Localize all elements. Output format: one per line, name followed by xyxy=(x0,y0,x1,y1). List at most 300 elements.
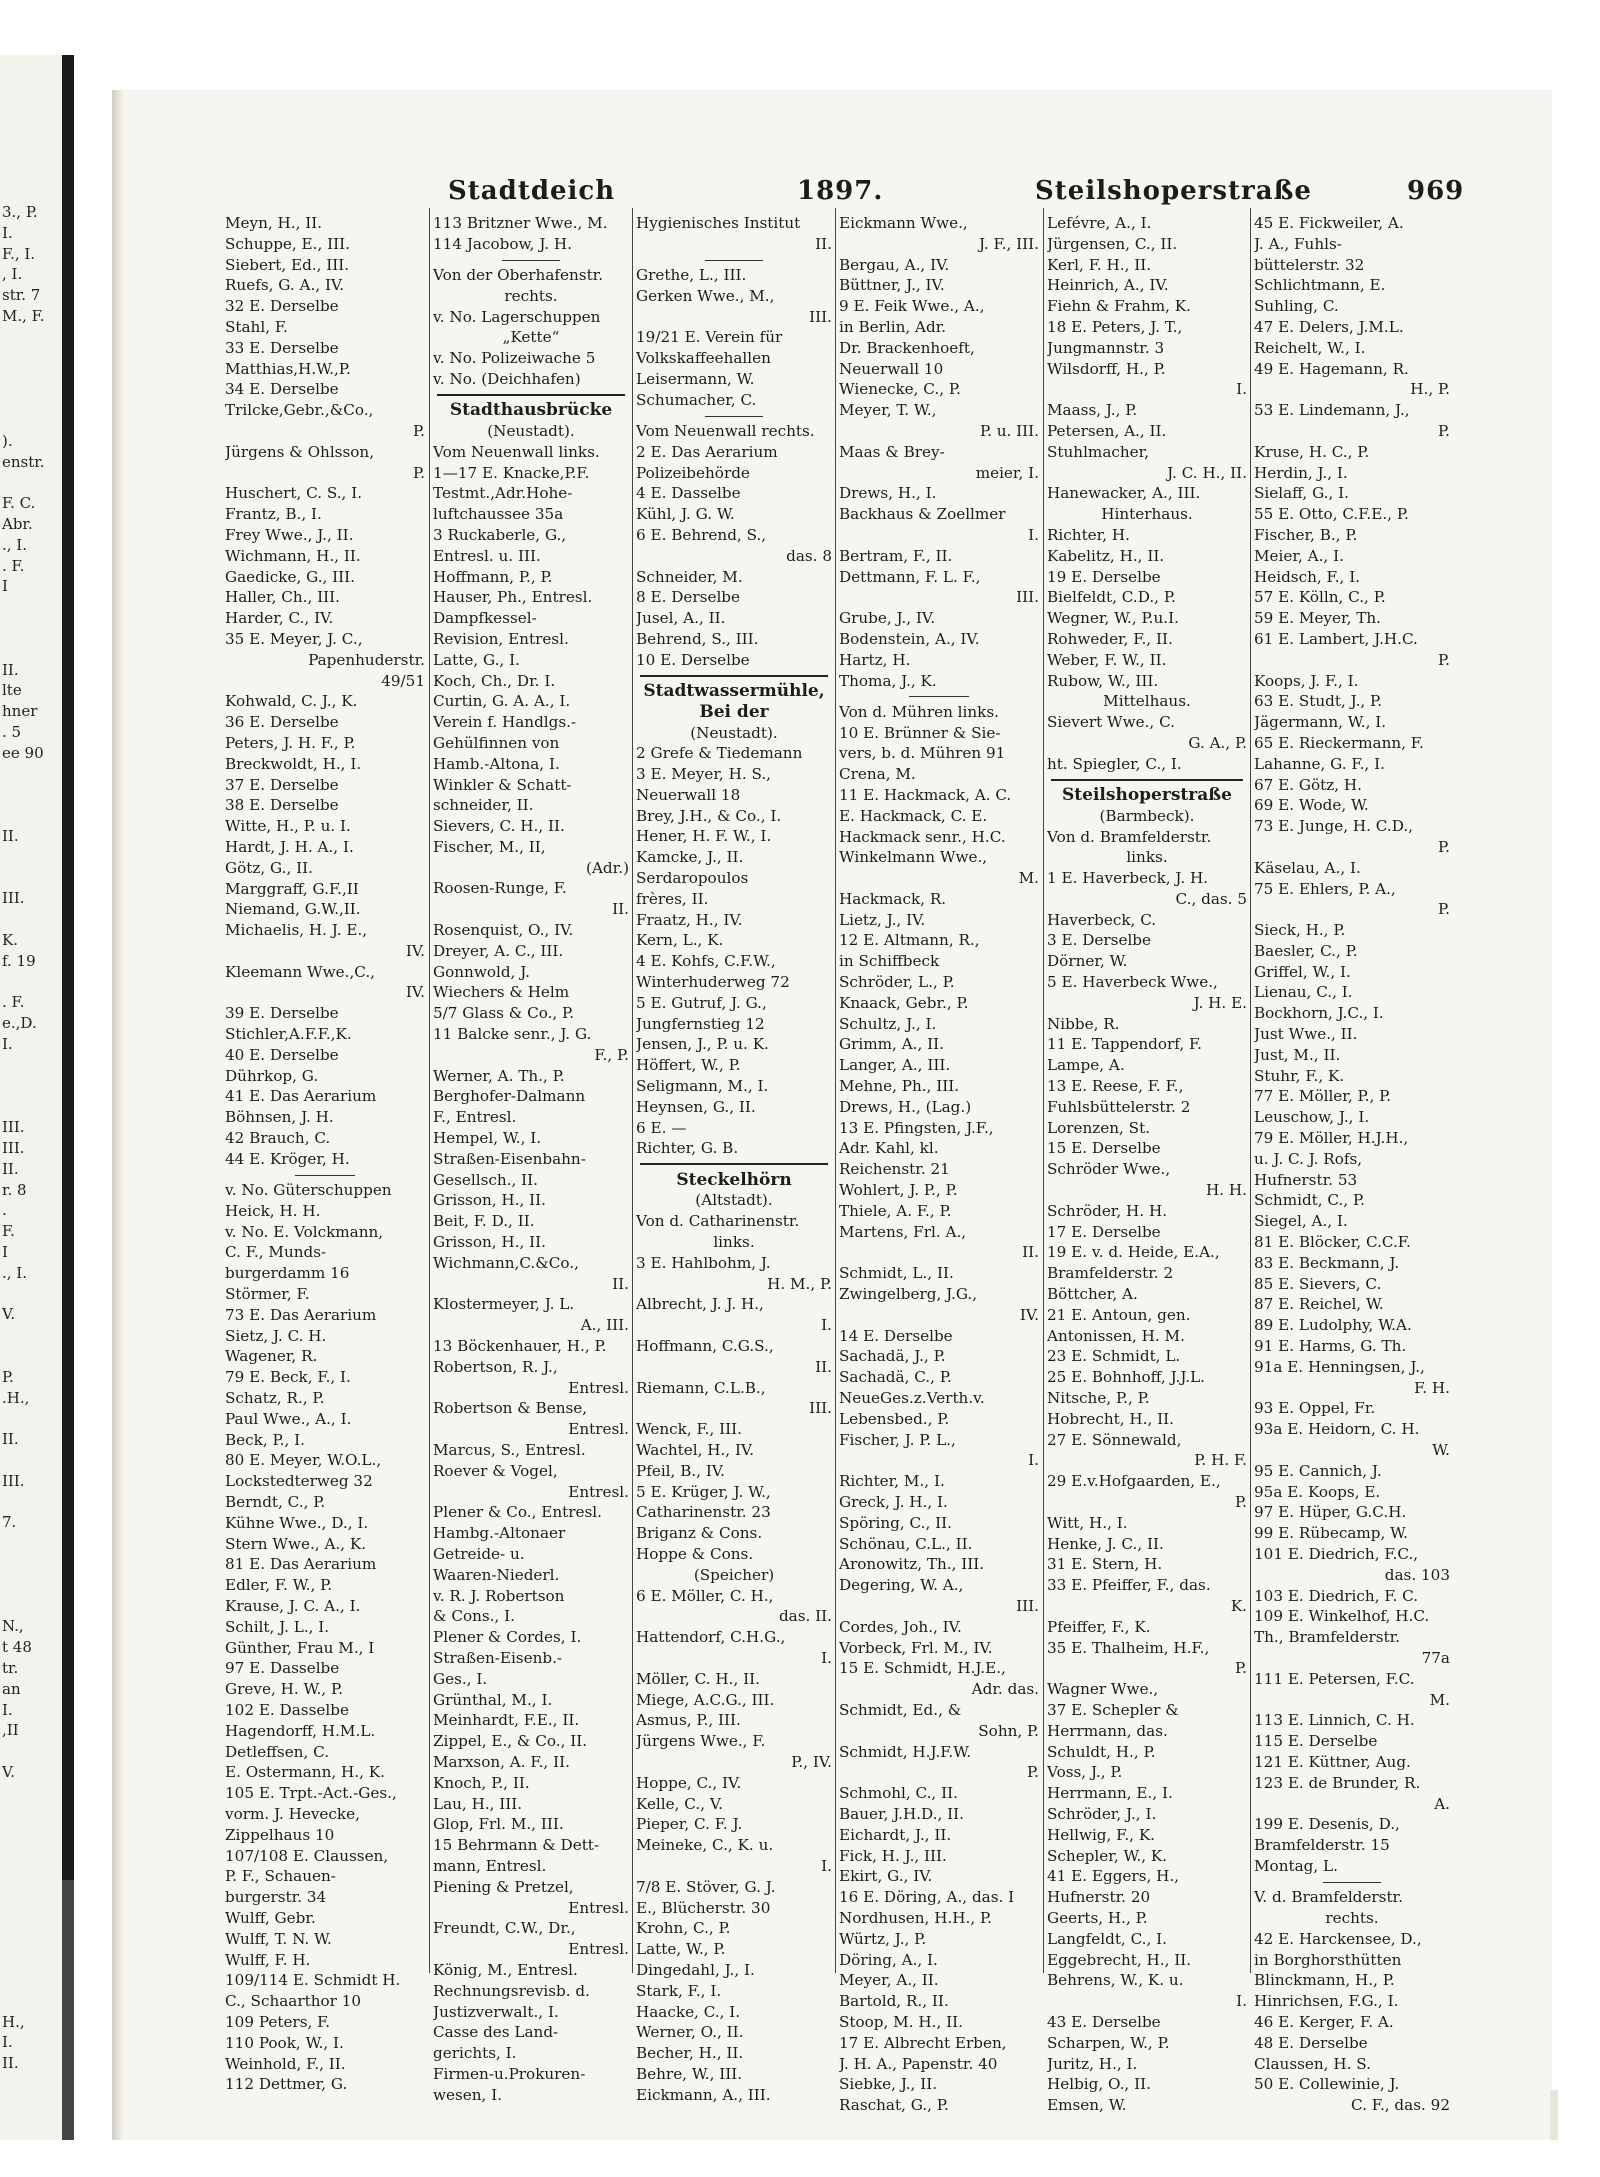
directory-entry: III. xyxy=(809,1399,832,1418)
directory-entry: Winkelmann Wwe., xyxy=(839,848,988,867)
directory-entry: burgerdamm 16 xyxy=(225,1264,350,1283)
directory-entry: v. R. J. Robertson xyxy=(433,1586,565,1605)
page-edge xyxy=(1550,2090,1558,2140)
previous-page-fragment: II. xyxy=(2,1430,19,1449)
directory-entry: 102 E. Dasselbe xyxy=(225,1700,349,1719)
directory-entry: 11 Balcke senr., J. G. xyxy=(433,1025,592,1044)
directory-entry: Jusel, A., II. xyxy=(636,609,726,628)
directory-entry: Plener & Co., Entresl. xyxy=(433,1503,602,1522)
directory-entry: J. F., III. xyxy=(978,234,1039,253)
directory-entry: 111 E. Petersen, F.C. xyxy=(1254,1669,1415,1688)
directory-entry: C., das. 5 xyxy=(1175,889,1247,908)
directory-entry: Wohlert, J. P., P. xyxy=(839,1181,958,1200)
directory-entry: 16 E. Döring, A., das. I xyxy=(839,1888,1015,1907)
directory-entry: 91 E. Harms, G. Th. xyxy=(1254,1337,1407,1356)
directory-entry: F., P. xyxy=(594,1045,629,1064)
directory-entry: 113 E. Linnich, C. H. xyxy=(1254,1711,1415,1730)
directory-entry: Fischer, B., P. xyxy=(1254,525,1358,544)
directory-entry: Käselau, A., I. xyxy=(1254,858,1361,877)
directory-entry: 109 E. Winkelhof, H.C. xyxy=(1254,1607,1430,1626)
directory-entry: 44 E. Kröger, H. xyxy=(225,1149,350,1168)
previous-page-fragment: r. 8 xyxy=(2,1180,27,1199)
directory-entry: Kruse, H. C., P. xyxy=(1254,442,1370,461)
directory-entry: Eichardt, J., II. xyxy=(839,1825,952,1844)
directory-entry: Hoppe & Cons. xyxy=(636,1544,754,1563)
directory-entry: Wenck, F., III. xyxy=(636,1420,742,1439)
directory-entry: Reichelt, W., I. xyxy=(1254,338,1366,357)
directory-entry: Rechnungsrevisb. d. xyxy=(433,1981,590,2000)
spine-shade xyxy=(112,90,124,2140)
directory-entry: Bartold, R., II. xyxy=(839,1992,949,2011)
directory-entry: Heynsen, G., II. xyxy=(636,1097,756,1116)
directory-entry: 3 E. Meyer, H. S., xyxy=(636,765,772,784)
directory-entry: III. xyxy=(1016,588,1039,607)
directory-entry: Beit, F. D., II. xyxy=(433,1212,535,1231)
directory-entry: 23 E. Schmidt, L. xyxy=(1047,1347,1181,1366)
directory-entry: III. xyxy=(1016,1596,1039,1615)
directory-entry: 15 Behrmann & Dett- xyxy=(433,1836,600,1855)
directory-entry: Spöring, C., II. xyxy=(839,1513,952,1532)
directory-entry: Wienecke, C., P. xyxy=(839,380,961,399)
previous-page-fragment: II. xyxy=(2,660,19,679)
directory-entry: Marxson, A. F., II. xyxy=(433,1752,570,1771)
previous-page-fragment: ee 90 xyxy=(2,743,44,762)
directory-entry: Roever & Vogel, xyxy=(433,1461,558,1480)
directory-entry: Riemann, C.L.B., xyxy=(636,1378,766,1397)
directory-entry: Beck, P., I. xyxy=(225,1430,305,1449)
directory-entry: 5 E. Haverbeck Wwe., xyxy=(1047,973,1218,992)
directory-entry: Heidsch, F., I. xyxy=(1254,567,1361,586)
directory-entry: Briganz & Cons. xyxy=(636,1524,763,1543)
directory-entry: Lefévre, A., I. xyxy=(1047,214,1152,232)
directory-entry: 109 Peters, F. xyxy=(225,2012,331,2031)
previous-page-fragment: F., I. xyxy=(2,244,36,263)
directory-entry: Hufnerstr. 53 xyxy=(1254,1170,1358,1189)
directory-entry: 79 E. Möller, H.J.H., xyxy=(1254,1129,1409,1148)
directory-entry: Hener, H. F. W., I. xyxy=(636,827,772,846)
directory-entry: P. H. F. xyxy=(1194,1451,1247,1470)
directory-entry: Meyn, H., II. xyxy=(225,214,323,232)
directory-entry: Breckwoldt, H., I. xyxy=(225,754,362,773)
page-header xyxy=(122,178,1552,212)
directory-entry: Eickmann Wwe., xyxy=(839,214,968,232)
previous-page-fragment: I. xyxy=(2,2033,13,2052)
directory-entry: Wichmann,C.&Co., xyxy=(433,1253,579,1272)
directory-entry: 65 E. Rieckermann, F. xyxy=(1254,733,1424,752)
directory-entry: Th., Bramfelderstr. xyxy=(1254,1628,1401,1647)
directory-entry: 1—17 E. Knacke,P.F. xyxy=(433,463,590,482)
directory-entry: 4 E. Dasselbe xyxy=(636,484,741,503)
previous-page-fragment: enstr. xyxy=(2,452,45,471)
directory-entry: Eggebrecht, H., II. xyxy=(1047,1950,1192,1969)
section-divider xyxy=(433,255,629,265)
directory-entry: Vorbeck, Frl. M., IV. xyxy=(839,1638,993,1657)
directory-entry: in Berlin, Adr. xyxy=(839,317,947,336)
directory-entry: vorm. J. Hevecke, xyxy=(225,1804,360,1823)
directory-entry: Witt, H., I. xyxy=(1047,1513,1128,1532)
directory-entry: K. xyxy=(1230,1596,1247,1615)
directory-entry: Schmidt, Ed., & xyxy=(839,1700,962,1719)
directory-entry: 40 E. Derselbe xyxy=(225,1045,339,1064)
directory-entry: 83 E. Beckmann, J. xyxy=(1254,1253,1400,1272)
directory-entry: Dreyer, A. C., III. xyxy=(433,941,564,960)
directory-entry: Vom Neuenwall rechts. xyxy=(636,421,815,440)
directory-entry: Schmidt, L., II. xyxy=(839,1264,954,1283)
directory-entry: Ekirt, G., IV. xyxy=(839,1867,933,1886)
previous-page-fragment: f. 19 xyxy=(2,951,36,970)
directory-entry: „Kette“ xyxy=(502,328,560,347)
directory-entry: 11 E. Tappendorf, F. xyxy=(1047,1035,1202,1054)
previous-page-fragment: H., xyxy=(2,2012,25,2031)
directory-entry: Hoffmann, C.G.S., xyxy=(636,1337,774,1355)
directory-entry: Behrend, S., III. xyxy=(636,629,759,648)
directory-entry: Wegner, W., P.u.I. xyxy=(1047,609,1179,628)
directory-entry: Behre, W., III. xyxy=(636,2064,743,2083)
directory-entry: Ges., I. xyxy=(433,1669,488,1688)
previous-page-fragment: III. xyxy=(2,1471,25,1490)
directory-entry: Ruefs, G. A., IV. xyxy=(225,276,345,295)
directory-entry: 46 E. Kerger, F. A. xyxy=(1254,2012,1394,2031)
directory-entry: Lietz, J., IV. xyxy=(839,910,926,929)
directory-entry: H. M., P. xyxy=(767,1274,832,1293)
directory-entry: 63 E. Studt, J., P. xyxy=(1254,692,1383,711)
directory-entry: 3 E. Derselbe xyxy=(1047,931,1152,950)
previous-page-fragment: V. xyxy=(2,1305,15,1324)
directory-entry: Harder, C., IV. xyxy=(225,609,334,628)
previous-page-fragment: . 5 xyxy=(2,723,22,741)
directory-entry: Schröder, L., P. xyxy=(839,973,955,992)
directory-entry: 80 E. Meyer, W.O.L., xyxy=(225,1451,382,1470)
directory-entry: Von d. Bramfelderstr. xyxy=(1047,827,1212,846)
directory-entry: 6 E. — xyxy=(636,1118,687,1137)
directory-entry: Edler, F. W., P. xyxy=(225,1576,333,1595)
directory-entry: Schlichtmann, E. xyxy=(1254,276,1386,295)
directory-entry: Becher, H., II. xyxy=(636,2044,744,2063)
directory-entry: 6 E. Möller, C. H., xyxy=(636,1586,774,1605)
previous-page-fragment: tr. xyxy=(2,1659,19,1677)
directory-entry: 79 E. Beck, F., I. xyxy=(225,1368,351,1387)
directory-entry: Zippelhaus 10 xyxy=(225,1825,335,1844)
directory-entry: 55 E. Otto, C.F.E., P. xyxy=(1254,505,1409,524)
directory-entry: 13 E. Reese, F. F., xyxy=(1047,1077,1184,1096)
directory-entry: Wulff, Gebr. xyxy=(225,1908,316,1927)
directory-entry: 25 E. Bohnhoff, J.J.L. xyxy=(1047,1368,1205,1387)
directory-entry: 33 E. Derselbe xyxy=(225,338,339,357)
directory-entry: 48 E. Derselbe xyxy=(1254,2033,1368,2052)
directory-entry: I. xyxy=(1028,525,1039,544)
directory-entry: Degering, W. A., xyxy=(839,1576,964,1595)
directory-entry: Wagener, R. xyxy=(225,1347,318,1366)
directory-entry: 11 E. Hackmack, A. C. xyxy=(839,785,1012,804)
directory-entry: 114 Jacobow, J. H. xyxy=(433,234,572,253)
directory-entry: Matthias,H.W.,P. xyxy=(225,359,351,378)
directory-entry: Pfeiffer, F., K. xyxy=(1047,1617,1151,1636)
directory-entry: F., Entresl. xyxy=(433,1108,517,1127)
directory-entry: Latte, W., P. xyxy=(636,1940,726,1959)
previous-page-fragment: 7. xyxy=(2,1513,17,1532)
directory-entry: vers, b. d. Mühren 91 xyxy=(839,744,1006,763)
directory-entry: Stuhr, F., K. xyxy=(1254,1066,1345,1085)
directory-entry: Wilsdorff, H., P. xyxy=(1047,359,1166,378)
directory-entry: Lau, H., III. xyxy=(433,1794,523,1813)
directory-entry: Frey Wwe., J., II. xyxy=(225,525,354,544)
directory-entry: Fischer, J. P. L., xyxy=(839,1430,956,1449)
directory-entry: Maass, J., P. xyxy=(1047,401,1138,420)
directory-entry: 13 Böckenhauer, H., P. xyxy=(433,1337,607,1356)
directory-entry: 43 E. Derselbe xyxy=(1047,2012,1161,2031)
directory-entry: G. A., P. xyxy=(1188,733,1247,752)
directory-entry: C. F., Munds- xyxy=(225,1243,327,1262)
directory-entry: H., P. xyxy=(1410,380,1450,399)
directory-entry: Dr. Brackenhoeft, xyxy=(839,338,975,357)
directory-entry: 34 E. Derselbe xyxy=(225,380,339,399)
directory-entry: 57 E. Kölln, C., P. xyxy=(1254,588,1386,607)
previous-page-fragment: ., I. xyxy=(2,1263,27,1282)
section-divider xyxy=(636,411,832,421)
directory-entry: P., IV. xyxy=(791,1752,832,1771)
previous-page-fragment: I. xyxy=(2,1035,13,1053)
street-heading: Steckelhörn xyxy=(676,1169,792,1190)
directory-entry: Sohn, P. xyxy=(978,1721,1039,1740)
directory-entry: Siebke, J., II. xyxy=(839,2075,938,2094)
header-street-right: Steilshoperstraße xyxy=(1035,176,1312,206)
directory-entry: meier, I. xyxy=(975,463,1039,482)
directory-entry: Entresl. xyxy=(568,1898,629,1917)
directory-entry: J. H. E. xyxy=(1193,993,1247,1012)
directory-entry: (Adr.) xyxy=(586,858,629,877)
directory-entry: 41 E. Eggers, H., xyxy=(1047,1867,1180,1886)
directory-entry: Fiehn & Frahm, K. xyxy=(1047,297,1191,316)
directory-entry: 2 E. Das Aerarium xyxy=(636,442,778,461)
column-divider xyxy=(835,208,836,1973)
street-heading: Steilshoperstraße xyxy=(1062,784,1232,805)
directory-entry: II. xyxy=(815,234,832,253)
directory-entry: Paul Wwe., A., I. xyxy=(225,1409,352,1428)
directory-entry: Emsen, W. xyxy=(1047,2096,1127,2115)
directory-entry: Grünthal, M., I. xyxy=(433,1690,553,1709)
directory-entry: 77 E. Möller, P., P. xyxy=(1254,1087,1392,1106)
directory-entry: Nibbe, R. xyxy=(1047,1014,1120,1033)
directory-entry: Schumacher, C. xyxy=(636,390,757,409)
directory-entry: II. xyxy=(815,1357,832,1376)
directory-entry: burgerstr. 34 xyxy=(225,1888,327,1907)
directory-entry: Waaren-Niederl. xyxy=(433,1565,560,1584)
directory-entry: Kelle, C., V. xyxy=(636,1794,723,1813)
previous-page-fragment: II. xyxy=(2,2054,19,2073)
directory-entry: 5 E. Gutruf, J. G., xyxy=(636,993,767,1012)
directory-entry: Gehülfinnen von xyxy=(433,733,560,752)
directory-entry: Volkskaffeehallen xyxy=(636,349,771,368)
directory-entry: Jungfernstieg 12 xyxy=(636,1014,765,1033)
directory-entry: 17 E. Derselbe xyxy=(1047,1222,1161,1241)
directory-entry: Montag, L. xyxy=(1254,1856,1338,1875)
directory-entry: 69 E. Wode, W. xyxy=(1254,796,1369,815)
directory-entry: Kamcke, J., II. xyxy=(636,848,744,867)
directory-entry: gerichts, I. xyxy=(433,2044,517,2063)
directory-entry: Petersen, A., II. xyxy=(1047,421,1167,440)
directory-entry: Schönau, C.L., II. xyxy=(839,1534,973,1553)
directory-entry: Drews, H., I. xyxy=(839,484,937,503)
directory-entry: M. xyxy=(1429,1690,1450,1709)
directory-entry: Hagendorff, H.M.L. xyxy=(225,1721,376,1740)
directory-entry: 2 Grefe & Tiedemann xyxy=(636,744,803,763)
directory-entry: 85 E. Sievers, C. xyxy=(1254,1274,1382,1293)
directory-entry: Griffel, W., I. xyxy=(1254,962,1351,981)
directory-entry: Berndt, C., P. xyxy=(225,1493,326,1511)
directory-entry: F. H. xyxy=(1414,1378,1450,1397)
directory-entry: Entresl. xyxy=(568,1420,629,1439)
directory-entry: 13 E. Pfingsten, J.F., xyxy=(839,1118,994,1137)
directory-entry: 35 E. Meyer, J. C., xyxy=(225,629,363,648)
directory-entry: Winkler & Schatt- xyxy=(433,775,572,794)
directory-entry: Testmt.,Adr.Hohe- xyxy=(433,484,573,503)
directory-entry: C. F., das. 92 xyxy=(1351,2096,1450,2115)
directory-entry: 37 E. Schepler & xyxy=(1047,1700,1179,1719)
directory-entry: Eickmann, A., III. xyxy=(636,2085,771,2104)
directory-entry: Sachadä, C., P. xyxy=(839,1368,952,1387)
directory-entry: Blinckmann, H., P. xyxy=(1254,1971,1395,1990)
directory-entry: Justizverwalt., I. xyxy=(433,2002,559,2021)
directory-entry: Gerken Wwe., M., xyxy=(636,286,775,305)
directory-entry: (Neustadt). xyxy=(690,723,778,742)
directory-entry: 113 Britzner Wwe., M. xyxy=(433,214,608,232)
directory-entry: Hanewacker, A., III. xyxy=(1047,484,1201,503)
directory-entry: Bramfelderstr. 15 xyxy=(1254,1836,1390,1855)
directory-entry: P. xyxy=(1438,421,1450,440)
directory-entry: Haacke, C., I. xyxy=(636,2002,741,2021)
previous-page-fragment: I xyxy=(2,1243,8,1261)
directory-entry: Meier, A., I. xyxy=(1254,546,1344,565)
directory-entry: 105 E. Trpt.-Act.-Ges., xyxy=(225,1784,397,1803)
directory-entry: Weber, F. W., II. xyxy=(1047,650,1167,669)
directory-entry: Hauser, Ph., Entresl. xyxy=(433,588,593,607)
directory-entry: E. Hackmack, C. E. xyxy=(839,806,988,825)
directory-entry: ht. Spiegler, C., I. xyxy=(1047,754,1182,773)
directory-entry: Sievers, C. H., II. xyxy=(433,817,565,836)
directory-entry: I. xyxy=(821,1856,832,1875)
directory-entry: 37 E. Derselbe xyxy=(225,775,339,794)
directory-entry: Gonnwold, J. xyxy=(433,962,530,981)
column-divider xyxy=(1043,208,1044,1973)
directory-entry: 35 E. Thalheim, H.F., xyxy=(1047,1638,1210,1657)
directory-entry: Getreide- u. xyxy=(433,1544,525,1563)
directory-entry: Robertson, R. J., xyxy=(433,1357,558,1376)
directory-entry: 4 E. Kohfs, C.F.W., xyxy=(636,952,776,971)
directory-entry: v. No. (Deichhafen) xyxy=(433,369,581,388)
directory-entry: Hobrecht, H., II. xyxy=(1047,1409,1174,1428)
directory-entry: büttelerstr. 32 xyxy=(1254,255,1365,274)
directory-entry: Sieck, H., P. xyxy=(1254,921,1346,940)
directory-entry: Hinterhaus. xyxy=(1101,505,1193,524)
directory-entry: Zippel, E., & Co., II. xyxy=(433,1732,588,1751)
directory-entry: Wachtel, H., IV. xyxy=(636,1440,755,1459)
directory-entry: Götz, G., II. xyxy=(225,858,313,877)
directory-entry: Berghofer-Dalmann xyxy=(433,1087,586,1106)
directory-entry: links. xyxy=(1126,848,1168,867)
directory-entry: P. xyxy=(1438,837,1450,856)
directory-entry: (Barmbeck). xyxy=(1099,806,1195,825)
directory-entry: Meyer, T. W., xyxy=(839,401,937,420)
previous-page-fragment: F. xyxy=(2,1222,15,1241)
directory-entry: Lienau, C., I. xyxy=(1254,983,1353,1002)
previous-page-fragment: II. xyxy=(2,827,19,845)
directory-entry: Schultz, J., I. xyxy=(839,1014,937,1033)
directory-entry: Grethe, L., III. xyxy=(636,265,747,284)
directory-entry: 21 E. Antoun, gen. xyxy=(1047,1305,1191,1324)
previous-page-fragment: Abr. xyxy=(2,515,33,533)
directory-entry: 19 E. v. d. Heide, E.A., xyxy=(1047,1243,1220,1262)
directory-entry: Winterhuderweg 72 xyxy=(636,973,790,992)
directory-entry: Rosenquist, O., IV. xyxy=(433,921,574,940)
directory-entry: Revision, Entresl. xyxy=(433,629,569,648)
directory-entry: 109/114 E. Schmidt H. xyxy=(225,1971,401,1990)
directory-entry: 47 E. Delers, J.M.L. xyxy=(1254,317,1404,336)
directory-entry: II. xyxy=(1022,1243,1039,1262)
directory-entry: 97 E. Dasselbe xyxy=(225,1659,340,1678)
previous-page-fragment: , I. xyxy=(2,265,23,284)
directory-entry: Höffert, W., P. xyxy=(636,1056,741,1075)
directory-entry: 59 E. Meyer, Th. xyxy=(1254,609,1381,628)
directory-entry: Bielfeldt, C.D., P. xyxy=(1047,588,1176,607)
previous-page-fragment: I. xyxy=(2,223,13,242)
previous-page-fragment: III. xyxy=(2,1118,25,1137)
directory-entry: 49 E. Hagemann, R. xyxy=(1254,359,1409,378)
previous-page-fragment: II. xyxy=(2,1159,19,1178)
directory-entry: 75 E. Ehlers, P. A., xyxy=(1254,879,1396,898)
directory-entry: Rohweder, F., II. xyxy=(1047,629,1173,648)
directory-entry: Neuerwall 18 xyxy=(636,785,741,804)
directory-entry: Dettmann, F. L. F., xyxy=(839,567,981,586)
directory-entry: Lebensbed., P. xyxy=(839,1409,950,1428)
directory-entry: (Neustadt). xyxy=(487,421,575,440)
directory-entry: Catharinenstr. 23 xyxy=(636,1503,771,1522)
directory-entry: Casse des Land- xyxy=(433,2023,559,2042)
directory-entry: Siegel, A., I. xyxy=(1254,1212,1348,1231)
directory-entry: 112 Dettmer, G. xyxy=(225,2075,348,2094)
directory-entry: Grisson, H., II. xyxy=(433,1233,546,1252)
directory-entry: 49/51 xyxy=(381,671,425,690)
directory-entry: Firmen-u.Prokuren- xyxy=(433,2064,586,2083)
directory-entry: Maas & Brey- xyxy=(839,442,945,461)
previous-page-fragment: N., xyxy=(2,1617,24,1636)
directory-entry: Niemand, G.W.,II. xyxy=(225,900,361,919)
directory-entry: Siebert, Ed., III. xyxy=(225,255,350,274)
book-binding xyxy=(62,55,74,2140)
directory-entry: Just, M., II. xyxy=(1254,1045,1341,1064)
street-heading: Bei der xyxy=(699,701,769,722)
directory-entry: Stoop, M. H., II. xyxy=(839,2012,963,2031)
directory-entry: 12 E. Altmann, R., xyxy=(839,931,980,950)
directory-entry: Schröder, J., I. xyxy=(1047,1804,1157,1823)
directory-entry: Thoma, J., K. xyxy=(839,671,937,690)
directory-entry: Sielaff, G., I. xyxy=(1254,484,1349,503)
directory-entry: Haverbeck, C. xyxy=(1047,910,1157,929)
directory-entry: Kerl, F. H., II. xyxy=(1047,255,1152,274)
directory-entry: Stahl, F. xyxy=(225,317,288,336)
header-street-left: Stadtdeich xyxy=(448,176,616,206)
directory-entry: Behrens, W., K. u. xyxy=(1047,1971,1184,1990)
directory-entry: Hardt, J. H. A., I. xyxy=(225,837,354,856)
previous-page-fragment: ,II xyxy=(2,1721,19,1740)
directory-entry: Detleffsen, C. xyxy=(225,1742,330,1761)
directory-entry: Raschat, G., P. xyxy=(839,2096,949,2115)
directory-entry: 50 E. Collewinie, J. xyxy=(1254,2075,1400,2094)
directory-entry: 95a E. Koops, E. xyxy=(1254,1482,1381,1501)
directory-entry: Antonissen, H. M. xyxy=(1047,1326,1185,1345)
directory-entry: u. J. C. J. Rofs, xyxy=(1254,1149,1363,1168)
directory-entry: 42 E. Harckensee, D., xyxy=(1254,1929,1422,1948)
directory-entry: Knaack, Gebr., P. xyxy=(839,993,969,1012)
